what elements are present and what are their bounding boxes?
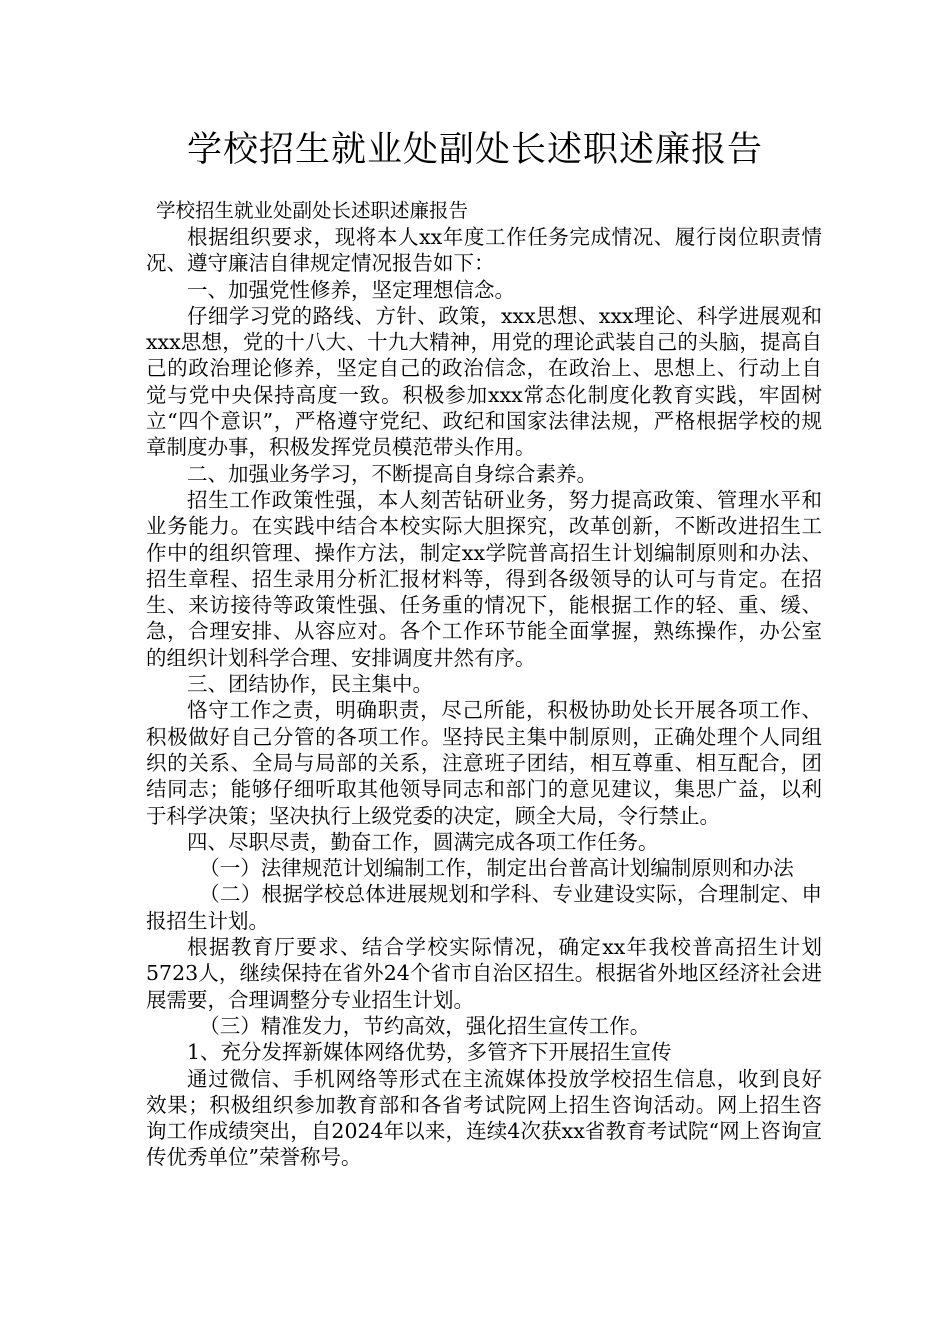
document-title: 学校招生就业处副处长述职述廉报告	[186, 130, 763, 170]
section-heading: 二、加强业务学习，不断提高自身综合素养。	[187, 461, 597, 486]
subsection-heading: （一）法律规范计划编制工作，制定出台普高计划编制原则和办法	[199, 856, 794, 881]
subsection-heading: （二）根据学校总体进展规划和学科、专业建设实际，合理制定、申报招生计划。	[146, 882, 822, 933]
paragraph: 通过微信、手机网络等形式在主流媒体投放学校招生信息，收到良好效果；积极组织参加教育部和各省考试院网上招生咨询活动。网上招生咨询工作成绩突出，自2024年以来，连续4次获xx省教育考试院“网上咨询宣传优秀单位”荣誉称号。	[146, 1066, 822, 1170]
section-heading: 一、加强党性修养，坚定理想信念。	[187, 277, 515, 302]
paragraph: 根据组织要求，现将本人xx年度工作任务完成情况、履行岗位职责情况、遵守廉洁自律规定情况报告如下：	[146, 225, 822, 276]
document-subtitle: 学校招生就业处副处长述职述廉报告	[156, 199, 469, 222]
paragraph: 招生工作政策性强，本人刻苦钻研业务，努力提高政策、管理水平和业务能力。在实践中结合本校实际大胆探究，改革创新，不断改进招生工作中的组织管理、操作方法，制定xx学院普高招生计划编制原则和办法、招生章程、招生录用分析汇报材料等，得到各级领导的认可与肯定。在招生、来访接待等政策性强、任务重的情况下，能根据工作的轻、重、缓、急，合理安排、从容应对。各个工作环节能全面掌握，熟练操作，办公室的组织计划科学合理、安排调度井然有序。	[146, 487, 822, 670]
subsection-heading: 1、充分发挥新媒体网络优势，多管齐下开展招生宣传	[187, 1040, 672, 1065]
subsection-heading: （三）精准发力，节约高效，强化招生宣传工作。	[199, 1013, 651, 1038]
document-body	[146, 224, 822, 1171]
section-heading: 四、尽职尽责，勤奋工作，圆满完成各项工作任务。	[187, 829, 659, 854]
section-heading: 三、团结协作，民主集中。	[187, 672, 433, 697]
paragraph: 根据教育厅要求、结合学校实际情况，确定xx年我校普高招生计划5723人，继续保持在省外24个省市自治区招生。根据省外地区经济社会进展需要，合理调整分专业招生计划。	[146, 935, 822, 1012]
paragraph: 仔细学习党的路线、方针、政策，xxx思想、xxx理论、科学进展观和xxx思想，党的十八大、十九大精神，用党的理论武装自己的头脑，提高自己的政治理论修养，坚定自己的政治信念，在政治上、思想上、行动上自觉与党中央保持高度一致。积极参加xxx常态化制度化教育实践，牢固树立“四个意识”，严格遵守党纪、政纪和国家法律法规，严格根据学校的规章制度办事，积极发挥党员模范带头作用。	[146, 303, 822, 460]
paragraph: 恪守工作之责，明确职责，尽己所能，积极协助处长开展各项工作、积极做好自己分管的各项工作。坚持民主集中制原则，正确处理个人同组织的关系、全局与局部的关系，注意班子团结，相互尊重、相互配合，团结同志；能够仔细听取其他领导同志和部门的意见建议，集思广益，以利于科学决策；坚决执行上级党委的决定，顾全大局，令行禁止。	[146, 698, 822, 828]
